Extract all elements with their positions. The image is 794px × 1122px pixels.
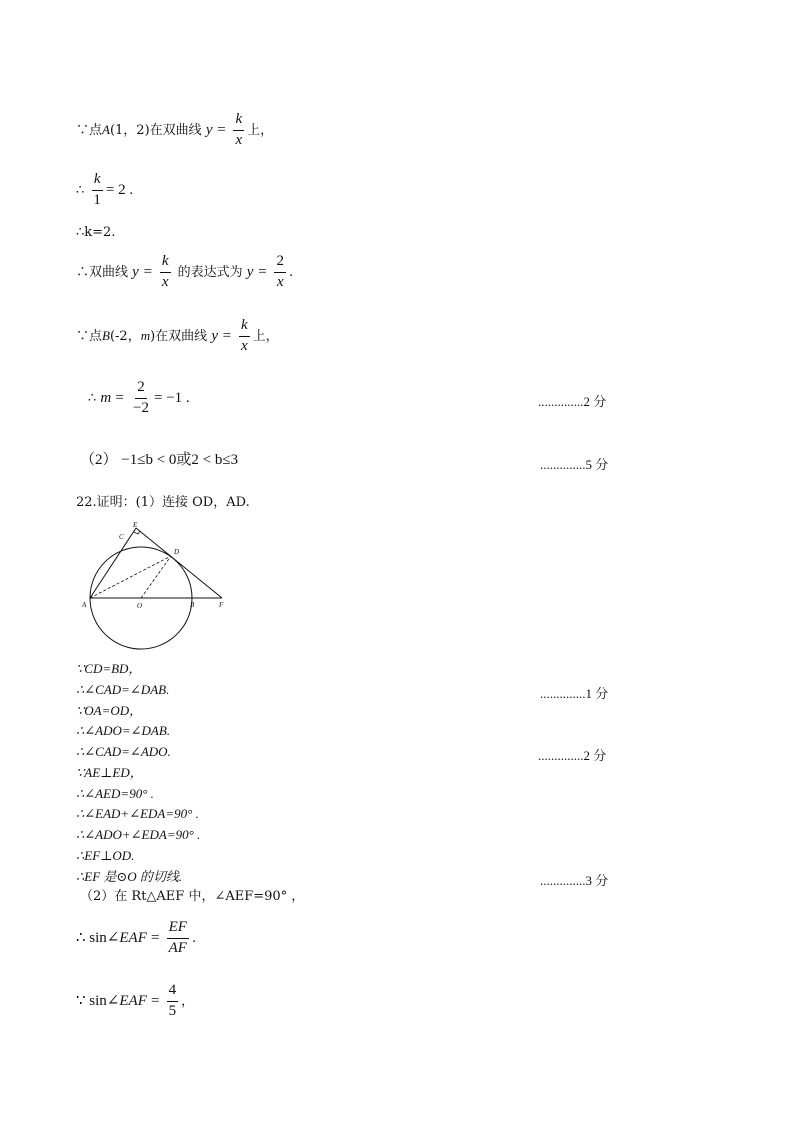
segment-od	[141, 556, 171, 598]
line-sin-ratio	[76, 920, 196, 957]
equation-lhs: y =	[132, 263, 153, 280]
line-2	[76, 172, 133, 209]
text: 上，	[252, 328, 279, 344]
numerator: 2	[135, 380, 147, 399]
fraction	[167, 983, 179, 1020]
label-c: C	[119, 533, 124, 541]
score-mark: ..............5 分	[540, 457, 609, 472]
proof-line: ∴∠ADO+∠EDA=90° .	[76, 827, 201, 842]
geometry-figure	[78, 522, 238, 652]
label-b: B	[190, 601, 195, 609]
denominator: x	[235, 131, 243, 148]
proof-line: ∴∠CAD=∠ADO.	[76, 744, 171, 759]
proof-line: ∴∠AED=90° .	[76, 786, 154, 801]
score-mark: ..............3 分	[540, 873, 609, 888]
numerator: k	[233, 112, 244, 131]
line-sin-value	[76, 983, 194, 1020]
section-heading: 22.证明：(1）连接 OD，AD.	[76, 495, 250, 510]
text: 的表达式为	[177, 264, 243, 280]
label-a: A	[82, 601, 87, 609]
line-1	[76, 112, 273, 149]
point-label: B	[102, 327, 110, 343]
text: ∵点	[76, 328, 103, 344]
label-d: D	[174, 548, 180, 556]
proof-line: ∵CD=BD，	[76, 661, 142, 676]
text: ∵ sin∠	[76, 992, 120, 1009]
numerator: 4	[167, 983, 179, 1002]
segment-ae	[90, 528, 136, 598]
denominator: x	[276, 273, 284, 290]
line-4	[76, 254, 293, 291]
fraction	[274, 254, 286, 291]
proof-line: ∴∠CAD=∠DAB.	[76, 682, 170, 697]
therefore-symbol: ∴	[88, 390, 97, 406]
text: = −1 .	[153, 389, 190, 406]
numerator: k	[160, 254, 171, 273]
proof-line: ∵AE⊥ED，	[76, 765, 143, 780]
line-3: ∴k=2.	[76, 225, 116, 240]
score-mark: ..............1 分	[540, 686, 609, 701]
numerator: 2	[274, 254, 286, 273]
angle-name: EAF	[119, 992, 147, 1009]
right-angle-mark	[134, 531, 140, 534]
numerator: k	[239, 318, 250, 337]
denominator: 1	[93, 191, 101, 208]
numerator: EF	[167, 920, 189, 939]
denominator: −2	[133, 399, 149, 416]
text: ∵点	[76, 122, 103, 138]
fraction	[131, 380, 151, 417]
therefore-symbol: ∴	[76, 182, 85, 198]
label-f: F	[219, 601, 224, 609]
variable: m	[140, 327, 151, 343]
equation-lhs: y =	[211, 327, 232, 344]
label-o: O	[137, 602, 143, 610]
text: (1，2)	[109, 122, 150, 138]
text: .	[288, 264, 294, 280]
equation-lhs: y =	[246, 263, 268, 280]
equals: =	[115, 389, 124, 406]
line-7: （2） −1≤b < 0或2 < b≤3	[80, 452, 239, 468]
proof-line: （2）在 Rt△AEF 中，∠AEF=90° ，	[80, 889, 305, 904]
fraction	[160, 254, 171, 291]
text: ，	[181, 993, 195, 1009]
denominator: x	[241, 337, 248, 354]
text: 在双曲线	[149, 122, 202, 138]
score-mark: ..............2 分	[538, 394, 607, 409]
fraction	[167, 920, 189, 957]
text: ∴双曲线	[76, 264, 129, 280]
fraction	[233, 112, 244, 149]
equals: =	[151, 929, 160, 946]
angle-name: EAF	[119, 929, 147, 946]
text: .	[191, 930, 197, 946]
line-5	[76, 318, 279, 355]
line-6	[88, 380, 190, 417]
fraction	[91, 172, 103, 209]
text: ∴ sin∠	[76, 929, 120, 946]
proof-line: ∴∠ADO=∠DAB.	[76, 723, 171, 738]
label-e: E	[133, 522, 138, 529]
proof-line: ∴EF⊥OD.	[76, 848, 135, 863]
text: 上，	[247, 122, 274, 138]
variable: m	[100, 389, 112, 406]
text: (-2，	[109, 328, 141, 344]
numerator: k	[92, 172, 103, 191]
denominator: AF	[168, 939, 187, 956]
proof-line: ∴EF 是⊙O 的切线.	[76, 869, 183, 884]
segment-ad	[90, 556, 171, 598]
proof-line: ∴∠EAD+∠EDA=90° .	[76, 806, 199, 821]
point-label: A	[102, 121, 110, 137]
proof-line: ∵OA=OD，	[76, 703, 143, 718]
fraction	[239, 318, 250, 355]
denominator: x	[161, 273, 169, 290]
text: = 2 .	[105, 181, 134, 198]
equals: =	[151, 992, 160, 1009]
text: )在双曲线	[150, 328, 208, 344]
equation-lhs: y =	[205, 121, 227, 138]
denominator: 5	[168, 1002, 177, 1019]
segment-ef	[136, 528, 222, 598]
score-mark: ..............2 分	[538, 748, 607, 763]
